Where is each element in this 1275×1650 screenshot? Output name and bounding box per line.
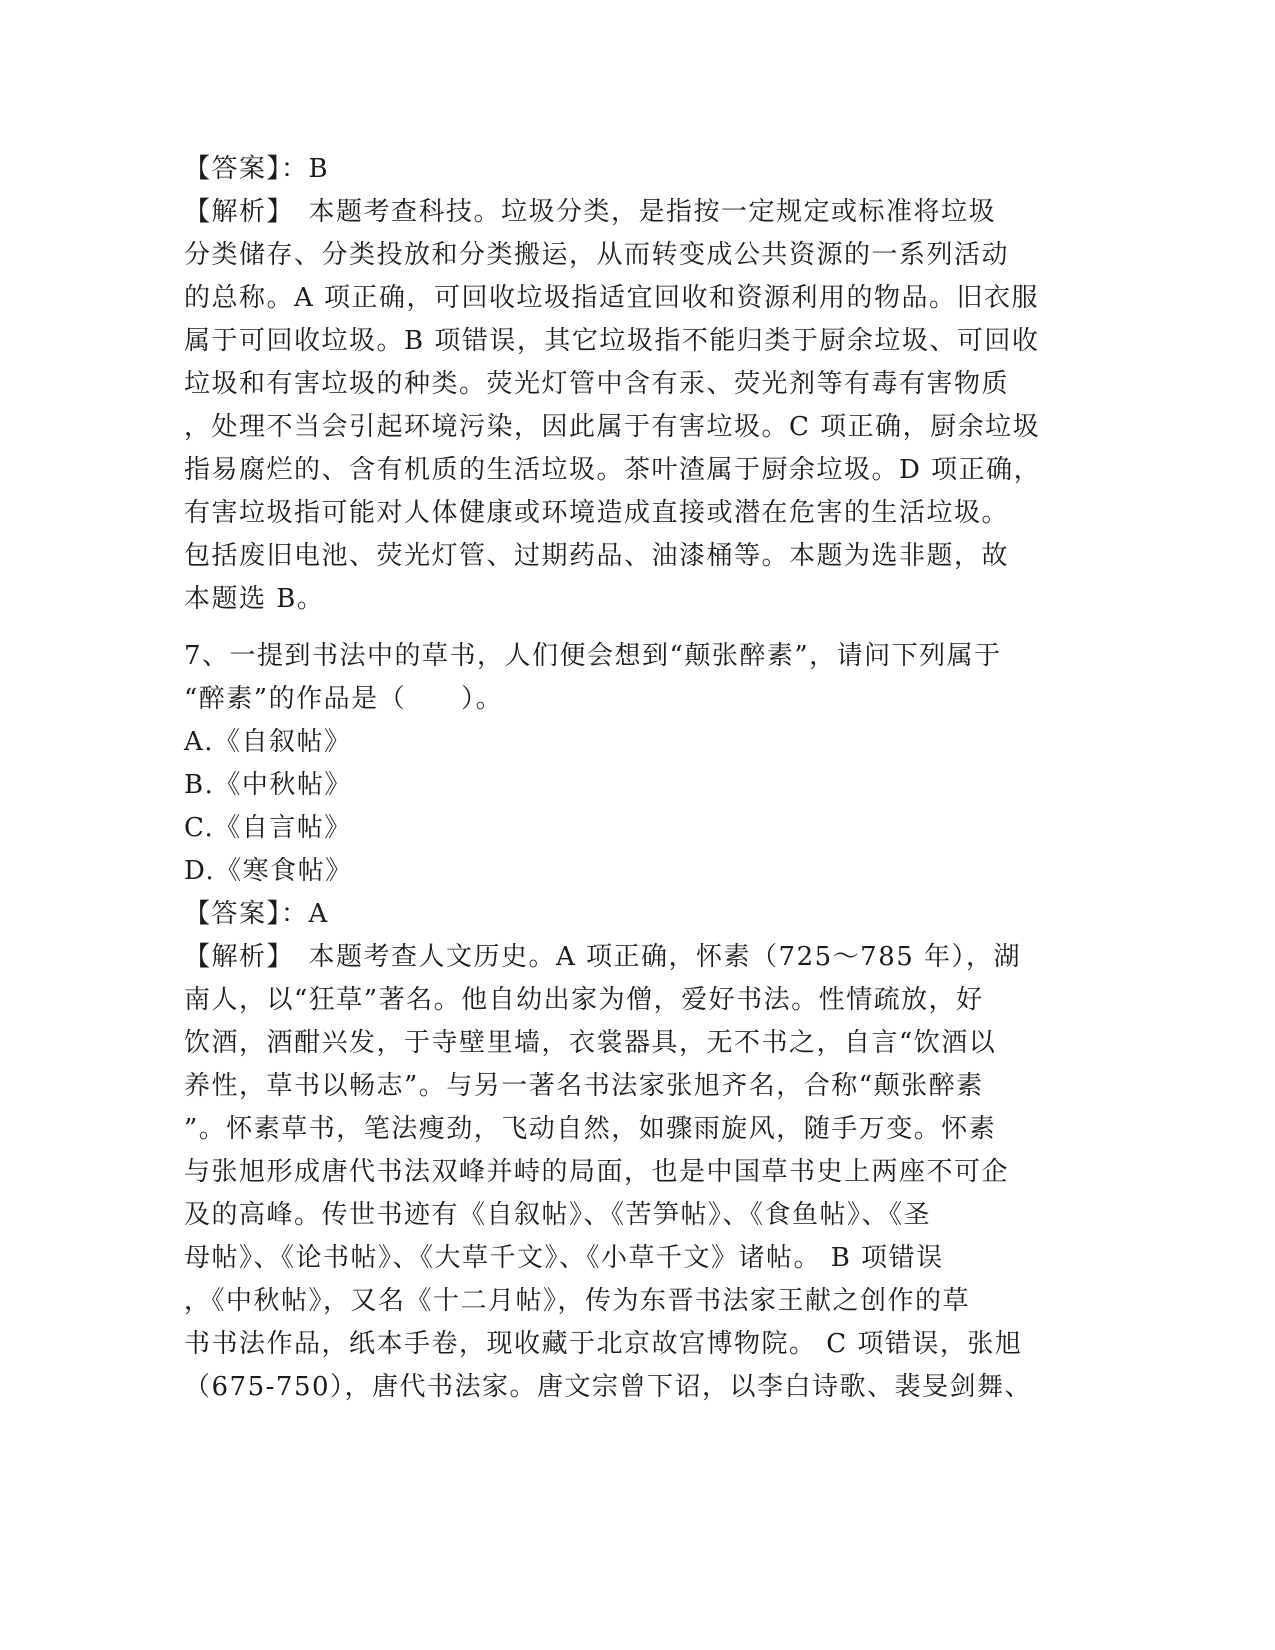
q6-answer: 【答案】：B [184,154,330,184]
q6-analysis-line: 垃圾和有害垃圾的种类。荧光灯管中含有汞、荧光剂等有毒有害物质 [184,369,1010,399]
q7-stem-line: 7、一提到书法中的草书，人们便会想到“颠张醉素”，请问下列属于 [184,641,1002,671]
document-content [184,148,1064,1409]
q6-analysis-line: 包括废旧电池、荧光灯管、过期药品、油漆桶等。本题为选非题，故 [184,541,1010,571]
q7-option-b: B.《中秋帖》 [184,770,352,800]
q7-analysis-line: ”。怀素草书，笔法瘦劲，飞动自然，如骤雨旋风，随手万变。怀素 [184,1114,997,1144]
q6-analysis-line: 【解析】 本题考查科技。垃圾分类，是指按一定规定或标准将垃圾 [184,197,997,227]
q7-option-c: C.《自言帖》 [184,813,352,843]
q7-analysis-line: 与张旭形成唐代书法双峰并峙的局面，也是中国草书史上两座不可企 [184,1157,1010,1187]
q7-option-d: D.《寒食帖》 [184,856,353,886]
q7-analysis-line: 书书法作品，纸本手卷，现收藏于北京故宫博物院。 C 项错误，张旭 [184,1329,1023,1359]
q7-answer: 【答案】：A [184,899,329,929]
q6-analysis-line: 分类储存、分类投放和分类搬运，从而转变成公共资源的一系列活动 [184,240,1010,270]
q6-analysis-line: 的总称。A 项正确，可回收垃圾指适宜回收和资源利用的物品。旧衣服 [184,283,1040,313]
q7-stem-line: “醉素”的作品是（ ）。 [184,684,504,714]
q7-analysis-line: ，《中秋帖》，又名《十二月帖》，传为东晋书法家王献之创作的草 [184,1286,971,1316]
q6-analysis-line: ，处理不当会引起环境污染，因此属于有害垃圾。C 项正确，厨余垃圾 [184,412,1041,442]
q6-analysis-line: 有害垃圾指可能对人体健康或环境造成直接或潜在危害的生活垃圾。 [184,498,1010,528]
q6-analysis-line: 本题选 B。 [184,584,325,614]
q7-analysis-line: 及的高峰。传世书迹有《自叙帖》、《苦笋帖》、《食鱼帖》、《圣 [184,1200,932,1230]
paragraph-gap [184,621,1064,635]
q7-option-a: A.《自叙帖》 [184,727,352,757]
q7-analysis-line: （675-750），唐代书法家。唐文宗曾下诏，以李白诗歌、裴旻剑舞、 [184,1372,1033,1402]
q7-analysis-line: 养性，草书以畅志”。与另一著名书法家张旭齐名，合称“颠张醉素 [184,1071,984,1101]
q7-analysis-line: 【解析】 本题考查人文历史。A 项正确，怀素（725～785 年），湖 [184,942,1022,972]
q6-analysis-line: 指易腐烂的、含有机质的生活垃圾。茶叶渣属于厨余垃圾。D 项正确， [184,455,1042,485]
q7-analysis-line: 母帖》、《论书帖》、《大草千文》、《小草千文》诸帖。 B 项错误 [184,1243,944,1273]
q7-analysis-line: 饮酒，酒酣兴发，于寺壁里墙，衣裳器具，无不书之，自言“饮酒以 [184,1028,997,1058]
q6-analysis-line: 属于可回收垃圾。B 项错误，其它垃圾指不能归类于厨余垃圾、可回收 [184,326,1040,356]
q7-analysis-line: 南人，以“狂草”著名。他自幼出家为僧，爱好书法。性情疏放，好 [184,985,984,1015]
